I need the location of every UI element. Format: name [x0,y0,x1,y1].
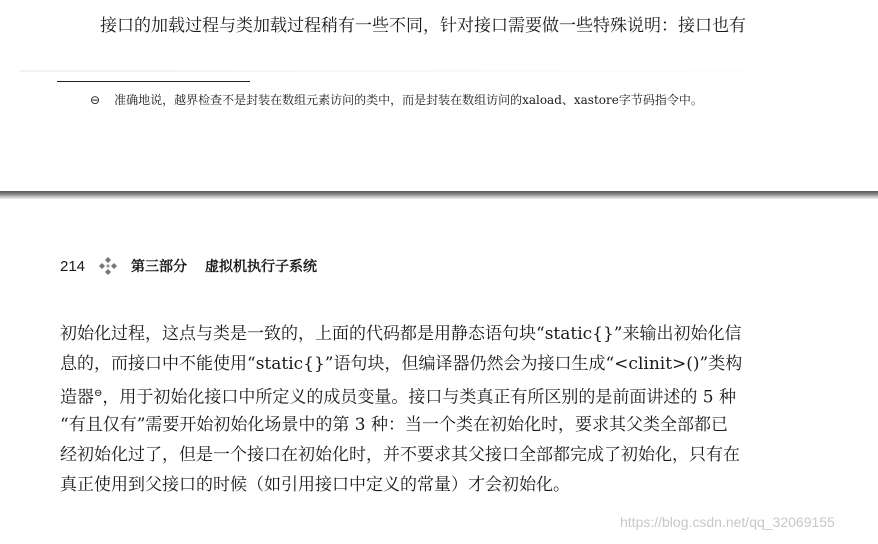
scan-noise [20,70,860,72]
body-line: “有且仅有”需要开始初始化场景中的第 3 种：当一个类在初始化时，要求其父类全部都已 [60,414,729,435]
page-number: 214 [60,257,86,275]
watermark: https://blog.csdn.net/qq_32069155 [620,514,835,530]
footnote-mark: ⊖ [90,93,101,107]
body-line: 息的，而接口中不能使用“static{}”语句块，但编译器仍然会为接口生成“<clinit>()”类构 [60,354,743,375]
body-paragraph [60,319,872,500]
body-line-start: 造器 [60,388,94,409]
footnote [90,91,870,109]
body-line: 初始化过程，这点与类是一致的，上面的代码都是用静态语句块“static{}”来输出初始化信 [60,324,742,344]
footnote-text: 准确地说，越界检查不是封装在数组元素访问的类中，而是封装在数组访问的xaload、xastore字节码指令中。 [114,93,703,107]
diamond-ornament-icon [97,255,119,277]
footnote-reference: ⊖ [94,388,103,400]
previous-page-last-line: 接口的加载过程与类加载过程稍有一些不同，针对接口需要做一些特殊说明：接口也有 [100,16,746,36]
page-header [60,254,317,278]
body-line: 真正使用到父接口的时候（如引用接口中定义的常量）才会初始化。 [60,474,570,495]
body-line-rest: ，用于初始化接口中所定义的成员变量。接口与类真正有所区别的是前面讲述的 5 种 [102,388,737,409]
body-line: 经初始化过了，但是一个接口在初始化时，并不要求其父接口全部都完成了初始化，只有在 [60,444,740,465]
page-divider [0,191,878,199]
footnote-rule [57,81,250,82]
section-label: 虚拟机执行子系统 [205,259,318,275]
part-label: 第三部分 [131,259,188,275]
body-line [60,379,872,409]
